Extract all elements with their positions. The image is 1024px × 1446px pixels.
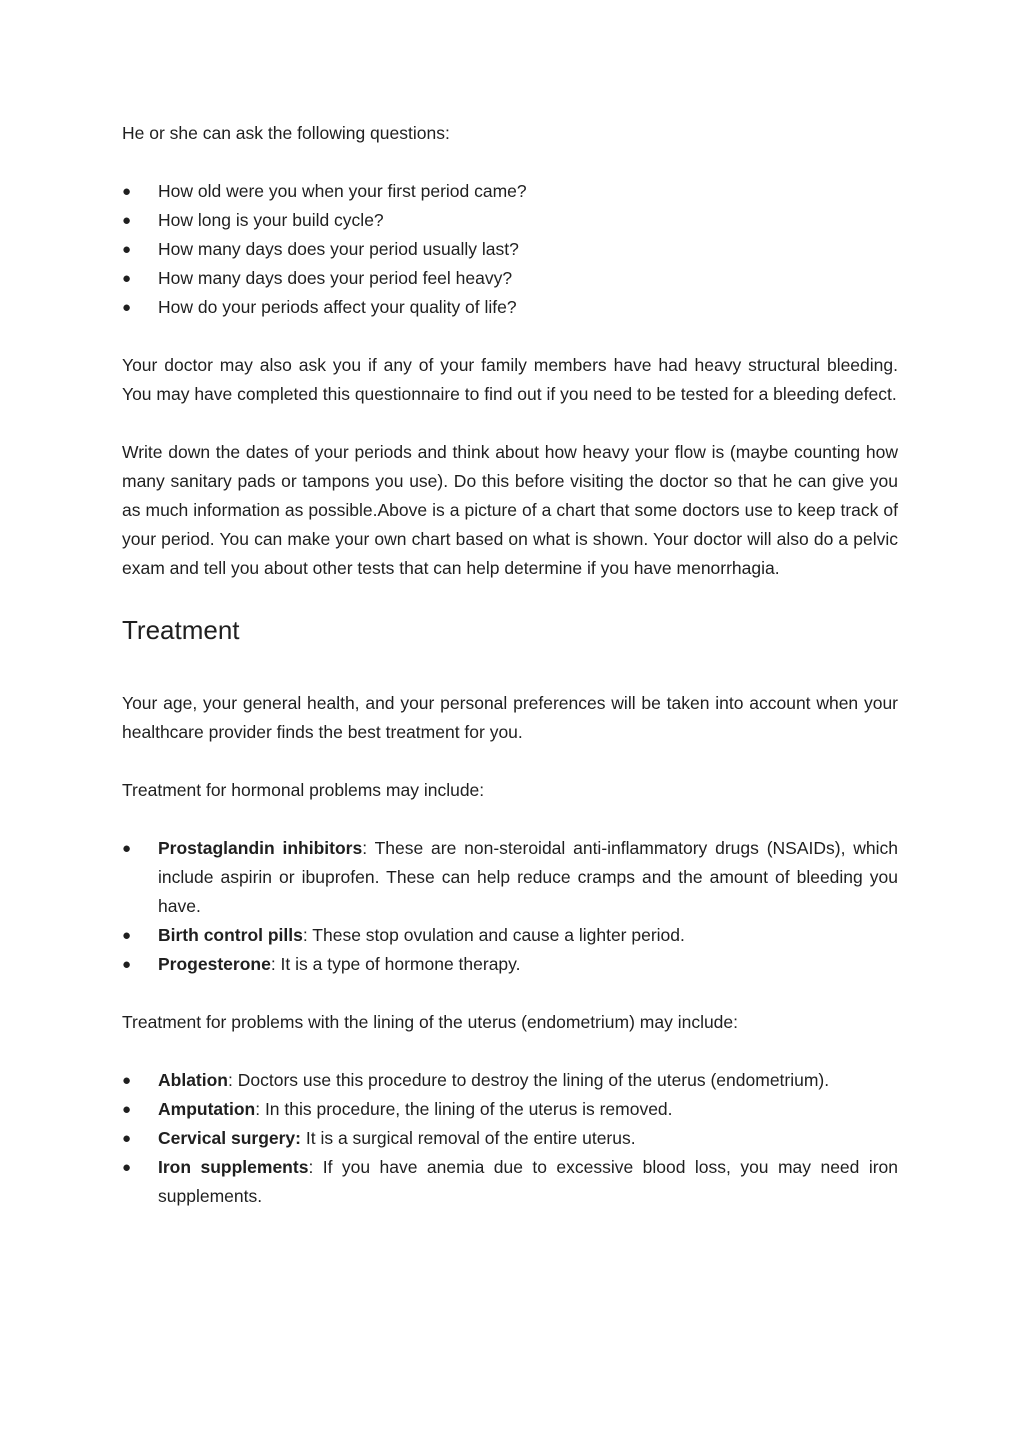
list-item <box>122 293 898 322</box>
list-item <box>122 834 898 921</box>
family-history-paragraph: Your doctor may also ask you if any of your family members have had heavy structural bleeding. You may have completed this questionnaire to find out if you need to be tested for a bleeding defect. <box>122 355 898 404</box>
list-item-text: How many days does your period feel heavy? <box>158 268 513 288</box>
list-item <box>122 235 898 264</box>
spacer <box>122 1037 898 1066</box>
list-item-text: : Doctors use this procedure to destroy the lining of the uterus (endometrium). <box>228 1070 830 1090</box>
bullet-icon: ● <box>122 1159 132 1176</box>
list-item-text: It is a surgical removal of the entire uterus. <box>301 1128 636 1148</box>
spacer <box>122 647 898 689</box>
list-item-term: Cervical surgery: <box>158 1128 301 1148</box>
list-item <box>122 177 898 206</box>
list-item <box>122 1124 898 1153</box>
bullet-icon: ● <box>122 299 132 316</box>
bullet-icon: ● <box>122 956 132 973</box>
list-item-term: Amputation <box>158 1099 256 1119</box>
list-item-term: Iron supplements <box>158 1157 309 1177</box>
list-item-term: Birth control pills <box>158 925 303 945</box>
bullet-icon: ● <box>122 241 132 258</box>
intro-paragraph: He or she can ask the following questions: <box>122 123 450 143</box>
list-item <box>122 1153 898 1211</box>
spacer <box>122 805 898 834</box>
list-item-term: Progesterone <box>158 954 271 974</box>
spacer <box>122 409 898 438</box>
list-item <box>122 1066 898 1095</box>
bullet-icon: ● <box>122 183 132 200</box>
period-tracking-paragraph: Write down the dates of your periods and think about how heavy your flow is (maybe counting how many sanitary pads or tampons you use). Do this before visiting the doctor so that he can give you as much information as possible.Above is a picture of a chart that some doctors use to keep track of your period. You can make your own chart based on what is shown. Your doctor will also do a pelvic exam and tell you about other tests that can help determine if you have menorrhagia. <box>122 442 898 578</box>
list-item-text: : It is a type of hormone therapy. <box>270 954 521 974</box>
list-item-text: How old were you when your first period came? <box>158 181 527 201</box>
list-item-term: Ablation <box>158 1070 228 1090</box>
list-item <box>122 921 898 950</box>
list-item-text: : If you have anemia due to excessive blood loss, you may need iron supplements. <box>158 1157 899 1206</box>
section-heading-treatment: Treatment <box>122 615 240 645</box>
list-item <box>122 1095 898 1124</box>
list-item <box>122 950 898 979</box>
bullet-icon: ● <box>122 927 132 944</box>
spacer <box>122 148 898 177</box>
bullet-icon: ● <box>122 270 132 287</box>
list-item-text: How many days does your period usually last? <box>158 239 519 259</box>
spacer <box>122 979 898 1008</box>
spacer <box>122 583 898 613</box>
bullet-icon: ● <box>122 212 132 229</box>
bullet-icon: ● <box>122 1101 132 1118</box>
treatment-paragraph: Your age, your general health, and your personal preferences will be taken into account when your healthcare provider finds the best treatment for you. <box>122 693 898 742</box>
bullet-icon: ● <box>122 840 132 857</box>
hormonal-intro: Treatment for hormonal problems may include: <box>122 780 485 800</box>
hormonal-treatment-list <box>122 834 898 979</box>
document-page <box>122 119 898 1211</box>
bullet-icon: ● <box>122 1130 132 1147</box>
list-item-text: How long is your build cycle? <box>158 210 384 230</box>
questions-list <box>122 177 898 322</box>
lining-intro: Treatment for problems with the lining of the uterus (endometrium) may include: <box>122 1012 739 1032</box>
bullet-icon: ● <box>122 1072 132 1089</box>
list-item-text: How do your periods affect your quality of life? <box>158 297 517 317</box>
list-item <box>122 206 898 235</box>
spacer <box>122 322 898 351</box>
lining-treatment-list <box>122 1066 898 1211</box>
list-item-text: : In this procedure, the lining of the uterus is removed. <box>255 1099 673 1119</box>
list-item-term: Prostaglandin inhibitors <box>158 838 363 858</box>
list-item-text: : These are non-steroidal anti-inflammatory drugs (NSAIDs), which include aspirin or ibuprofen. These can help reduce cramps and the amount of bleeding you have. <box>158 838 899 916</box>
spacer <box>122 747 898 776</box>
list-item-text: : These stop ovulation and cause a lighter period. <box>302 925 685 945</box>
list-item <box>122 264 898 293</box>
